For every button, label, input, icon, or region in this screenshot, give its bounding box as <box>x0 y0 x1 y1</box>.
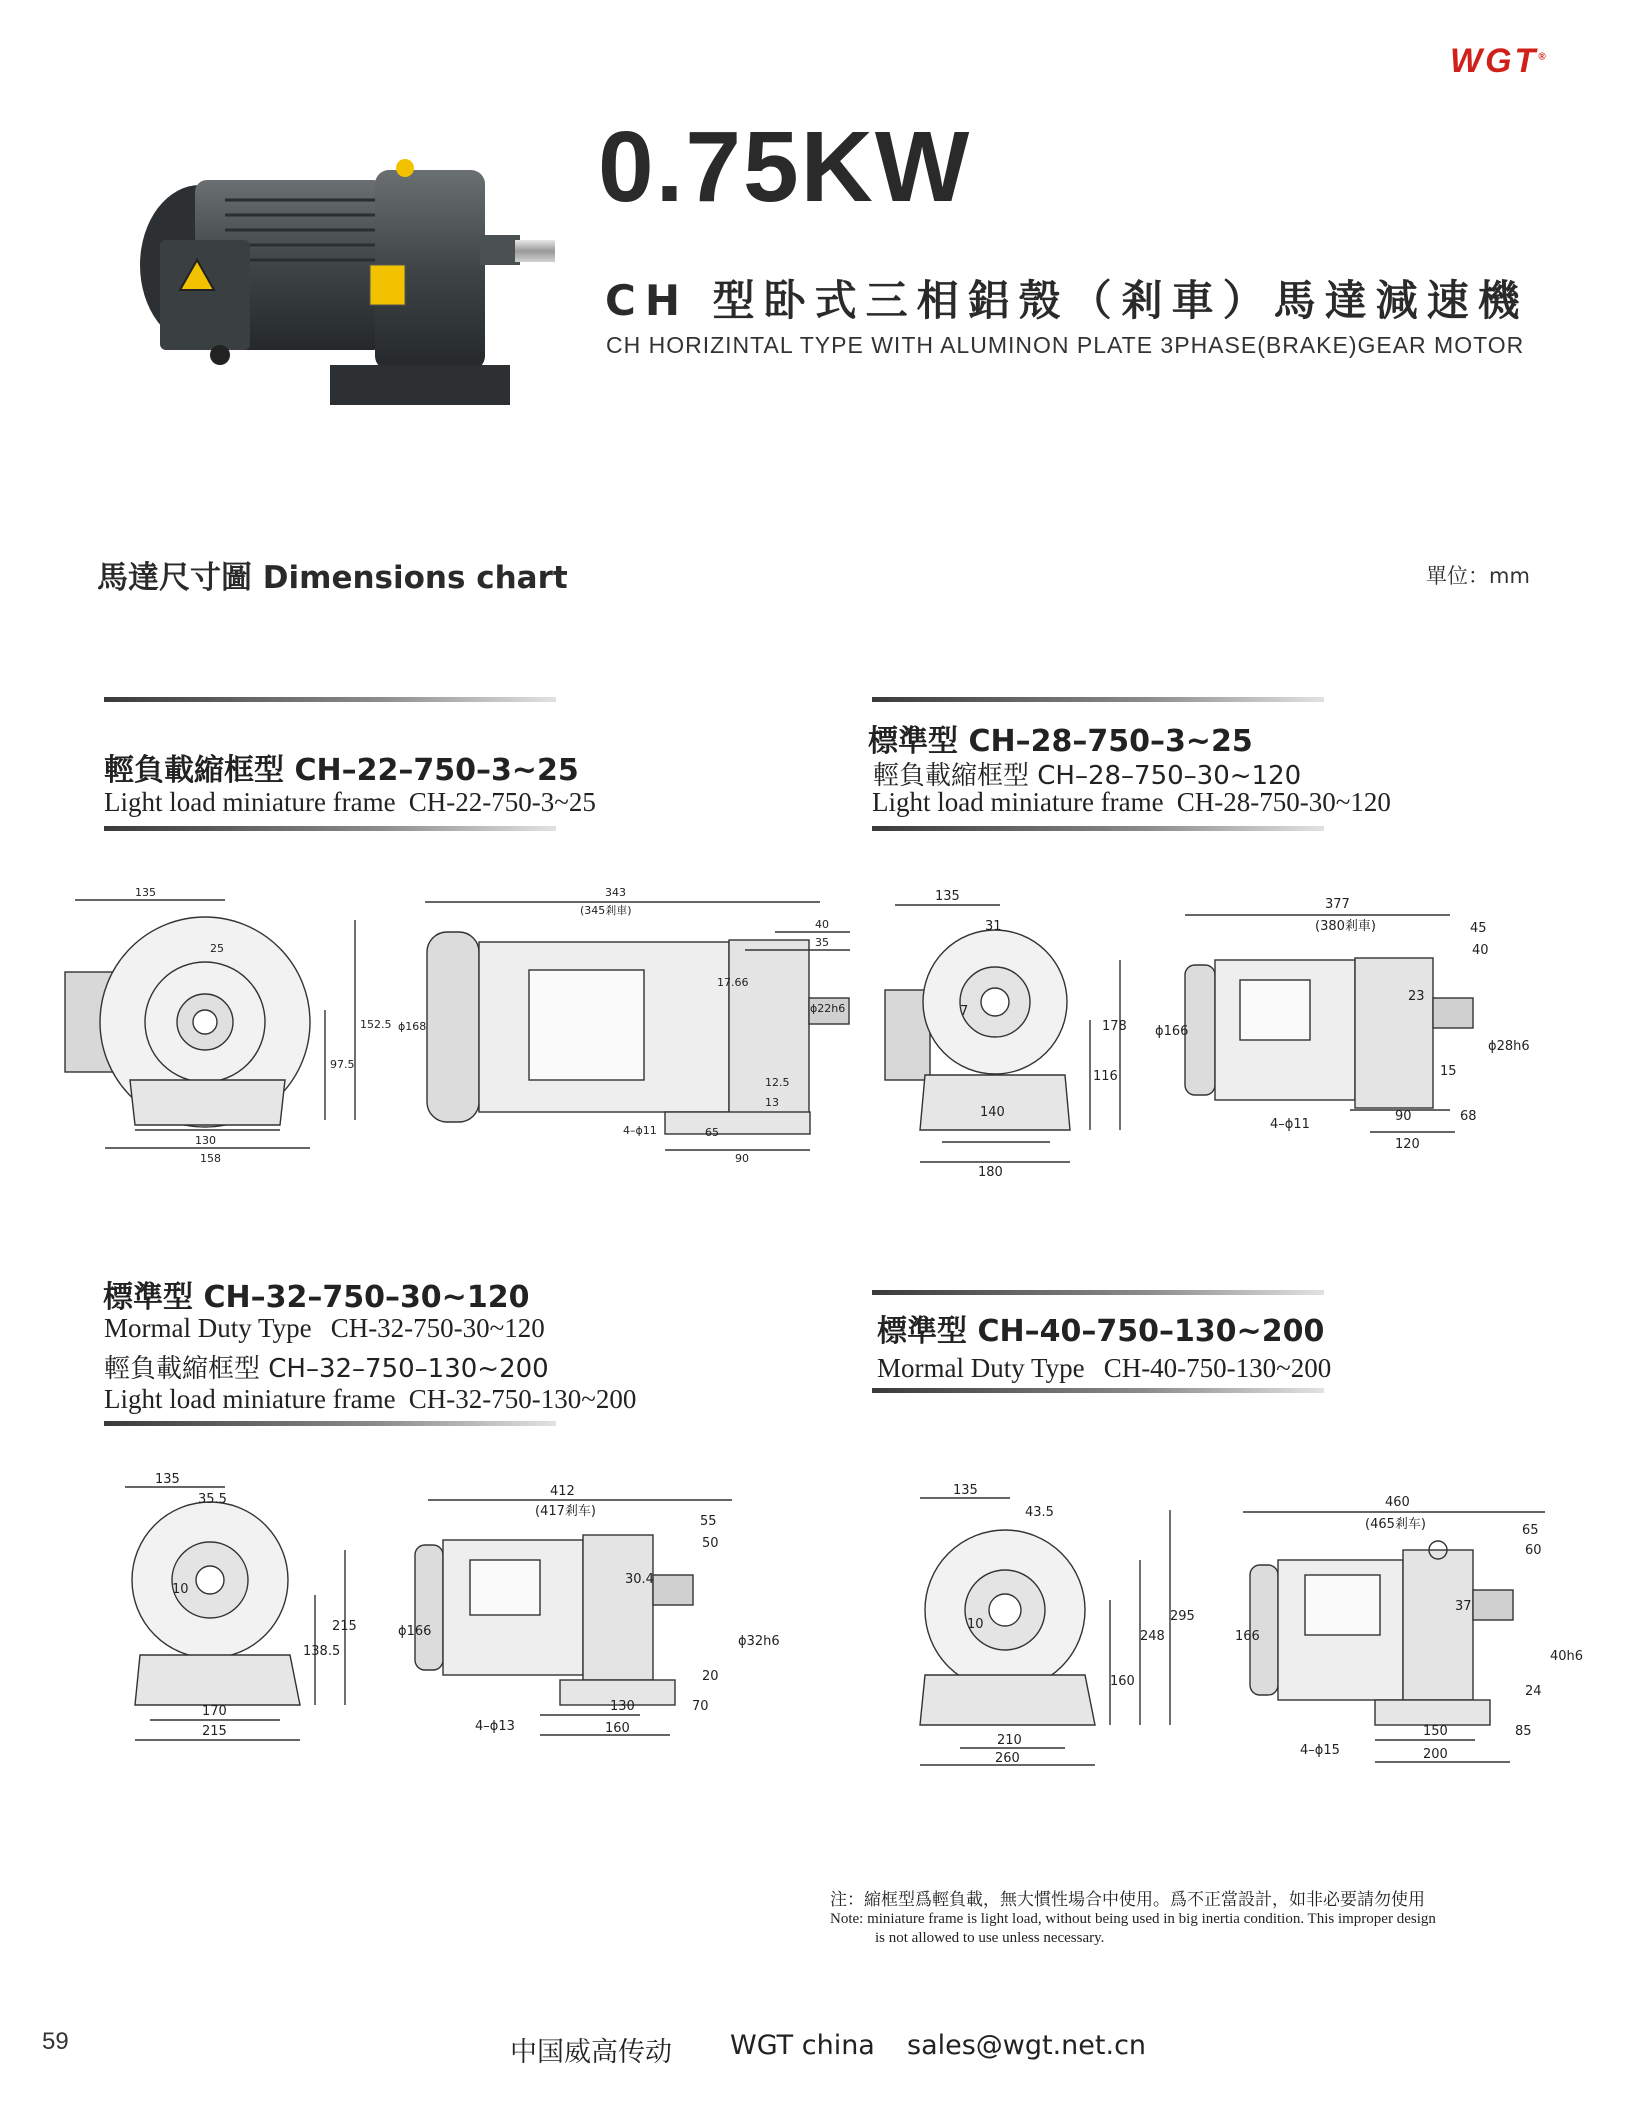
model-subline <box>104 1384 636 1415</box>
model-heading: 標準型 CH–28–750–3~25 <box>868 724 1253 759</box>
divider <box>872 697 1324 702</box>
dim-label: 35.5 <box>198 1492 227 1507</box>
dim-label: 90 <box>735 1152 749 1165</box>
section-title: 馬達尺寸圖 Dimensions chart <box>97 560 568 596</box>
brand-logo <box>1450 42 1549 81</box>
divider <box>872 1388 1324 1393</box>
dim-label: 4–ϕ13 <box>475 1719 515 1734</box>
model-subline <box>877 1353 1331 1384</box>
dim-label: 17.66 <box>717 976 749 989</box>
dim-label: 25 <box>210 942 224 955</box>
dim-label: 4–ϕ11 <box>623 1124 657 1137</box>
dim-label: 35 <box>815 936 829 949</box>
divider <box>104 826 556 831</box>
dim-label: 135 <box>953 1483 978 1498</box>
dim-label: 140 <box>980 1105 1005 1120</box>
footer-company: 中国威高传动 <box>510 2037 672 2068</box>
footer-email[interactable]: sales@wgt.net.cn <box>907 2030 1147 2061</box>
dim-label: 120 <box>1395 1137 1420 1152</box>
dim-label: 210 <box>997 1733 1022 1748</box>
dim-label: 40h6 <box>1550 1649 1584 1664</box>
dim-label: ϕ22h6 <box>810 1002 846 1015</box>
dim-label: 7 <box>960 1004 969 1019</box>
gear-motor-photo <box>125 150 555 410</box>
dim-label: ϕ28h6 <box>1488 1039 1530 1054</box>
dim-label: 130 <box>195 1134 216 1147</box>
dim-label: 20 <box>702 1669 719 1684</box>
dim-label: 10 <box>967 1617 984 1632</box>
dim-label: 138.5 <box>303 1644 341 1659</box>
dim-label: 24 <box>1525 1684 1542 1699</box>
dimension-drawing-ch28 <box>880 880 1540 1180</box>
frame-label: Light load miniature frame <box>104 787 396 817</box>
dim-label: 215 <box>332 1619 357 1634</box>
note-line-2: is not allowed to use unless necessary. <box>875 1930 1105 1946</box>
dimension-drawing-ch32 <box>110 1465 780 1765</box>
dim-label: 12.5 <box>765 1076 790 1089</box>
power-rating: 0.75KW <box>598 111 972 223</box>
model-heading: 標準型 CH–32–750–30~120 <box>103 1280 530 1315</box>
dim-label: ϕ166 <box>1155 1024 1189 1039</box>
frame-model: CH-22-750-3~25 <box>408 787 596 817</box>
dim-label: 412 <box>550 1484 575 1499</box>
model-subline: 輕負載縮框型 CH–32–750–130~200 <box>104 1354 549 1384</box>
divider <box>872 1290 1324 1295</box>
dim-label: 170 <box>202 1704 227 1719</box>
dim-label: 160 <box>1110 1674 1135 1689</box>
dim-label: 65 <box>1522 1523 1539 1538</box>
front-view <box>920 1498 1170 1765</box>
side-view <box>415 1500 732 1735</box>
dim-label: ϕ166 <box>398 1624 432 1639</box>
dim-label: 37 <box>1455 1599 1472 1614</box>
model-subline <box>104 1313 545 1344</box>
dim-label: 150 <box>1423 1724 1448 1739</box>
side-view <box>1185 915 1473 1132</box>
note-label: Note: <box>830 1911 864 1927</box>
title-chinese: CH 型卧式三相鋁殼（剎車）馬達減速機 <box>605 276 1529 325</box>
dim-label: 40 <box>1472 943 1489 958</box>
dim-label: 43.5 <box>1025 1505 1054 1520</box>
dim-label: 50 <box>702 1536 719 1551</box>
dim-label: ϕ168 <box>398 1020 427 1033</box>
dim-label: (345剎車) <box>580 904 632 917</box>
dim-label: 135 <box>155 1472 180 1487</box>
model-heading: 標準型 CH–40–750–130~200 <box>877 1314 1325 1349</box>
dim-label: 10 <box>172 1582 189 1597</box>
dim-label: 23 <box>1408 989 1425 1004</box>
dim-label: 295 <box>1170 1609 1195 1624</box>
dim-label: 130 <box>610 1699 635 1714</box>
duty-model: CH-40-750-130~200 <box>1103 1353 1332 1383</box>
dim-label: 215 <box>202 1724 227 1739</box>
dim-label: 45 <box>1470 921 1487 936</box>
dim-label: 31 <box>985 919 1002 934</box>
front-view <box>65 900 355 1148</box>
dim-label: 4–ϕ15 <box>1300 1743 1340 1758</box>
dim-label: 343 <box>605 886 626 899</box>
dim-label: 135 <box>135 886 156 899</box>
note-line-1: miniature frame is light load, without being used in big inertia condition. This improper design <box>867 1911 1436 1927</box>
dim-label: 4–ϕ11 <box>1270 1117 1310 1132</box>
page-number: 59 <box>42 2028 69 2055</box>
dim-label: 40 <box>815 918 829 931</box>
side-view <box>1243 1512 1545 1762</box>
dim-label: 70 <box>692 1699 709 1714</box>
dim-label: 116 <box>1093 1069 1118 1084</box>
dim-label: 460 <box>1385 1495 1410 1510</box>
dim-label: 15 <box>1440 1064 1457 1079</box>
dim-label: 377 <box>1325 897 1350 912</box>
divider <box>872 826 1324 831</box>
dimension-drawing-ch40 <box>895 1470 1595 1790</box>
dim-label: 135 <box>935 889 960 904</box>
dimension-drawing-ch22 <box>55 880 846 1170</box>
frame-model: CH-28-750-30~120 <box>1176 787 1391 817</box>
dim-label: (417剎车) <box>535 1504 596 1519</box>
side-view <box>425 902 850 1150</box>
dim-label: 30.4 <box>625 1572 654 1587</box>
dim-label: 68 <box>1460 1109 1477 1124</box>
dim-label: 178 <box>1102 1019 1127 1034</box>
model-subline <box>872 787 1391 818</box>
frame-model: CH-32-750-130~200 <box>408 1384 637 1414</box>
dim-label: 13 <box>765 1096 779 1109</box>
front-view <box>885 905 1120 1162</box>
model-subline <box>104 787 596 818</box>
model-subline: 輕負載縮框型 CH–28–750–30~120 <box>873 761 1302 791</box>
dim-label: 60 <box>1525 1543 1542 1558</box>
frame-label: Light load miniature frame <box>104 1384 396 1414</box>
duty-label: Mormal Duty Type <box>104 1313 312 1343</box>
dim-label: 160 <box>605 1721 630 1736</box>
dim-label: 158 <box>200 1152 221 1165</box>
dim-label: 97.5 <box>330 1058 355 1071</box>
dim-label: 248 <box>1140 1629 1165 1644</box>
dim-label: 152.5 <box>360 1018 392 1031</box>
brand-name: WGT <box>1450 42 1539 80</box>
dim-label: 85 <box>1515 1724 1532 1739</box>
dim-label: (380剎車) <box>1315 919 1376 934</box>
dim-label: (465剎车) <box>1365 1517 1426 1532</box>
dim-label: ϕ32h6 <box>738 1634 780 1649</box>
note-english <box>830 1910 1590 1948</box>
dim-label: 55 <box>700 1514 717 1529</box>
dim-label: 166 <box>1235 1629 1260 1644</box>
frame-label: Light load miniature frame <box>872 787 1164 817</box>
dim-label: 90 <box>1395 1109 1412 1124</box>
divider <box>104 1421 556 1426</box>
dim-label: 200 <box>1423 1747 1448 1762</box>
footer-brand: WGT china <box>730 2030 875 2061</box>
divider <box>104 697 556 702</box>
note-chinese: 注：縮框型爲輕負載，無大慣性場合中使用。爲不正當設計，如非必要請勿使用 <box>830 1890 1425 1910</box>
registered-mark: ® <box>1538 51 1549 63</box>
title-english: CH HORIZINTAL TYPE WITH ALUMINON PLATE 3PHASE(BRAKE)GEAR MOTOR <box>606 332 1525 358</box>
dim-label: 65 <box>705 1126 719 1139</box>
dim-label: 180 <box>978 1165 1003 1180</box>
unit-label: 單位：mm <box>1426 564 1530 588</box>
front-view <box>125 1487 345 1740</box>
duty-label: Mormal Duty Type <box>877 1353 1085 1383</box>
model-heading: 輕負載縮框型 CH–22–750–3~25 <box>104 753 579 788</box>
duty-model: CH-32-750-30~120 <box>330 1313 545 1343</box>
dim-label: 260 <box>995 1751 1020 1766</box>
